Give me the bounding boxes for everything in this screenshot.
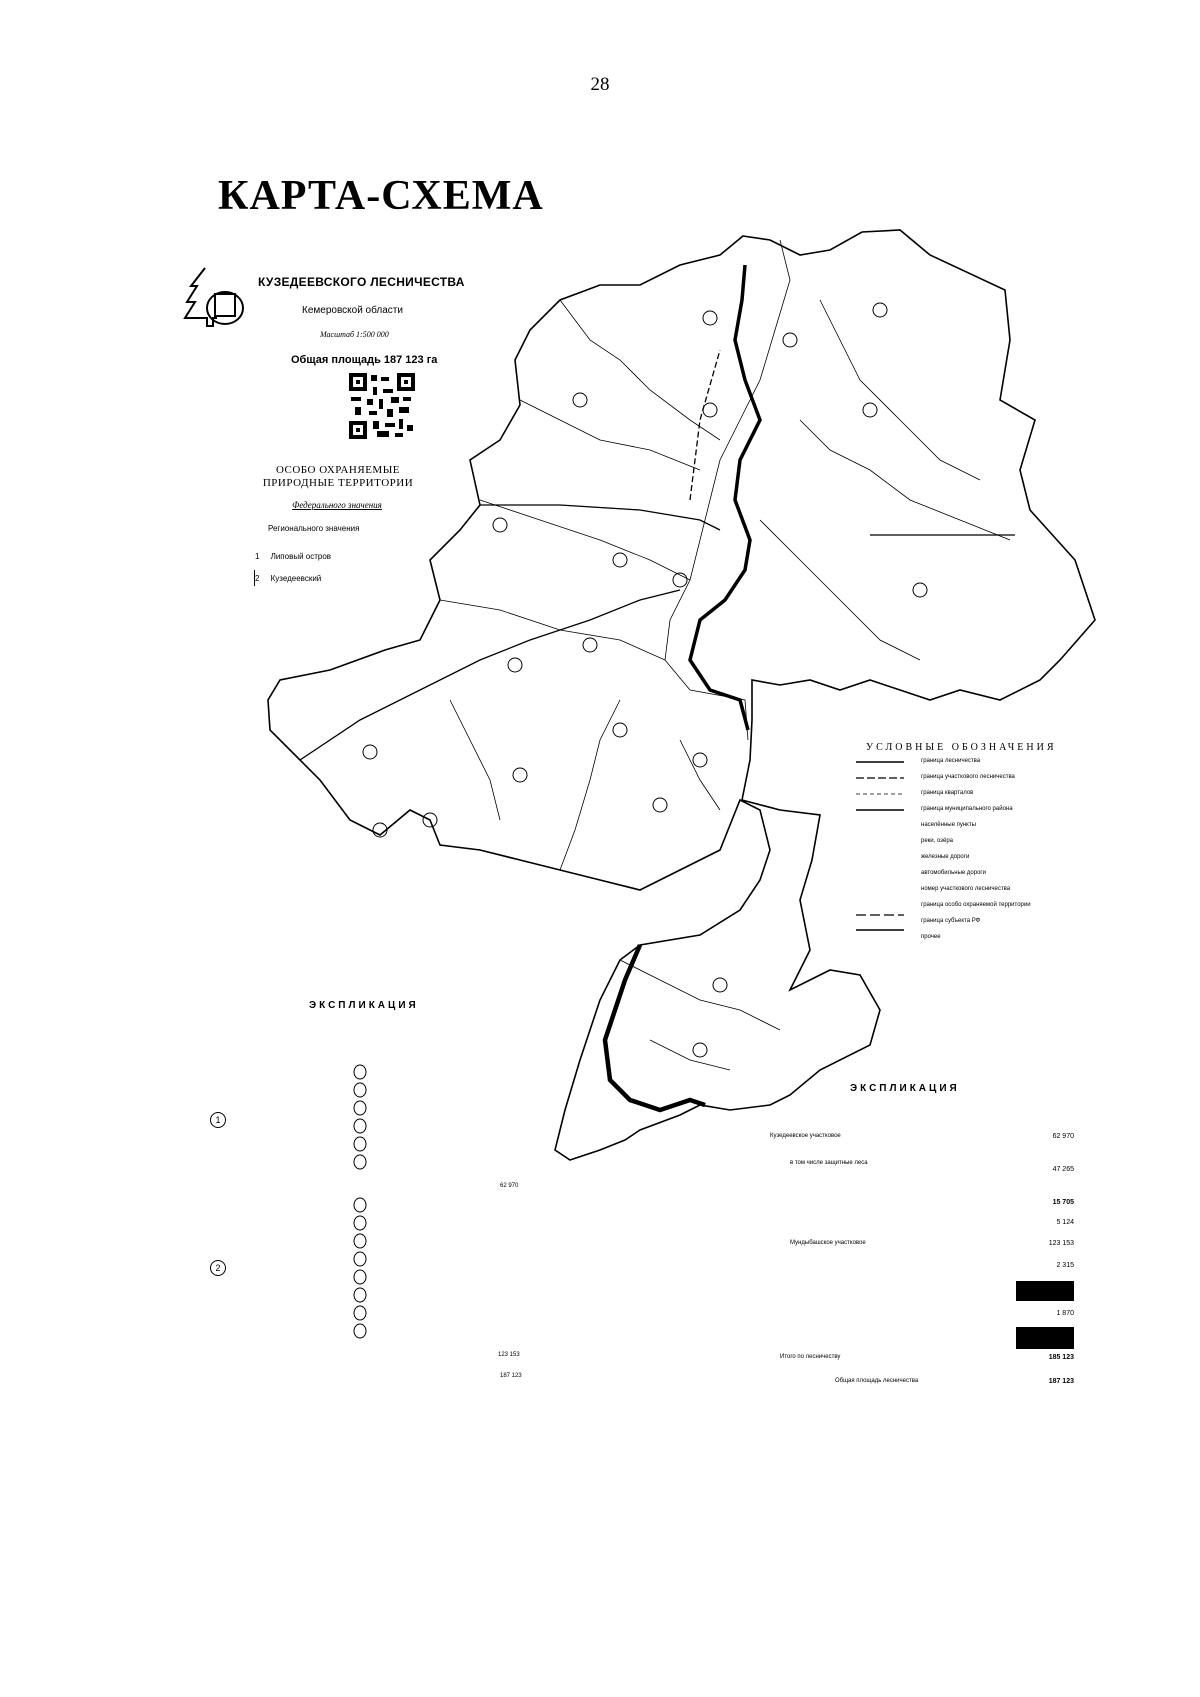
qr-code-icon: [349, 373, 415, 439]
protected-areas-title-line1: ОСОБО ОХРАНЯЕМЫЕ: [275, 464, 401, 476]
total-area: Общая площадь 187 123 га: [291, 354, 438, 366]
legend-label: номер участкового лесничества: [921, 886, 1011, 892]
protected-areas-title: [228, 464, 448, 490]
explication-row-value: 5 124: [1056, 1219, 1074, 1226]
explication-row-label: Кузедеевское участковое: [770, 1133, 841, 1139]
river-network: [440, 240, 1010, 1070]
legend-title: УСЛОВНЫЕ ОБОЗНАЧЕНИЯ: [866, 742, 1057, 753]
explication-row-value: 1 870: [1056, 1310, 1074, 1317]
explication-row-value: 187 123: [1048, 1378, 1074, 1385]
explication-row-value: 2 315: [1056, 1262, 1074, 1269]
forestry-boundary: [268, 230, 1095, 1160]
explication-left-circles: [354, 1065, 366, 1338]
legend-label: граница лесничества: [921, 758, 981, 764]
protected-areas-subtitle: Федерального значения: [292, 500, 382, 510]
map-scale: Масштаб 1:500 000: [320, 330, 389, 339]
legend-label: реки, озёра: [921, 838, 954, 844]
legend-label: прочее: [921, 934, 941, 940]
protected-area-item: [255, 552, 331, 561]
explication-row-label: в том числе защитные леса: [790, 1160, 868, 1166]
region-name: Кемеровской области: [302, 305, 403, 316]
protected-areas-category: Регионального значения: [268, 524, 360, 533]
page-number: 28: [590, 74, 610, 95]
explication-right-title: ЭКСПЛИКАЦИЯ: [850, 1083, 960, 1094]
protected-area-name: Липовый остров: [270, 552, 332, 561]
forestry-name: КУЗЕДЕЕВСКОГО ЛЕСНИЧЕСТВА: [258, 275, 465, 289]
group-marker: 1: [210, 1112, 226, 1128]
protected-areas-title-line2: ПРИРОДНЫЕ ТЕРРИТОРИИ: [262, 477, 414, 489]
explication-row-value: 62 970: [1052, 1133, 1074, 1140]
legend-label: граница субъекта РФ: [921, 918, 981, 924]
legend-label: населённые пункты: [921, 822, 976, 828]
legend-label: автомобильные дороги: [921, 870, 986, 876]
explication-total: 62 970: [500, 1183, 519, 1189]
legend-label: граница особо охраняемой территории: [921, 902, 1031, 908]
explication-row-value: 185 123: [1048, 1354, 1074, 1361]
explication-left-title: ЭКСПЛИКАЦИЯ: [309, 1000, 419, 1011]
fill-swatch-black: [1016, 1327, 1074, 1349]
explication-total: 187 123: [500, 1373, 522, 1379]
legend-label: граница муниципального района: [921, 806, 1013, 812]
explication-row-value: 123 153: [1048, 1240, 1074, 1247]
protected-area-number: 2: [255, 574, 260, 583]
tree-emblem-icon: [183, 264, 249, 330]
legend-label: железные дороги: [921, 854, 970, 860]
legend-line-samples: [856, 762, 904, 930]
explication-row-value: 47 265: [1052, 1166, 1074, 1173]
map-title: КАРТА-СХЕМА: [218, 173, 544, 219]
protected-area-number: 1: [255, 552, 260, 561]
explication-row-value: 15 705: [1052, 1199, 1074, 1206]
group-marker: 2: [210, 1260, 226, 1276]
explication-row-label: Общая площадь лесничества: [835, 1378, 919, 1384]
protected-area-item: [255, 574, 321, 583]
river-delta: [605, 945, 705, 1110]
explication-total: 123 153: [498, 1352, 520, 1358]
fill-swatch-dark: [1016, 1281, 1074, 1301]
explication-row-label: Мундыбашское участковое: [790, 1240, 866, 1246]
explication-row-label: Итого по лесничеству: [780, 1354, 841, 1360]
main-river: [690, 265, 760, 730]
protected-area-name: Кузедеевский: [270, 574, 322, 583]
legend-label: граница участкового лесничества: [921, 774, 1015, 780]
legend-label: граница кварталов: [921, 790, 974, 796]
